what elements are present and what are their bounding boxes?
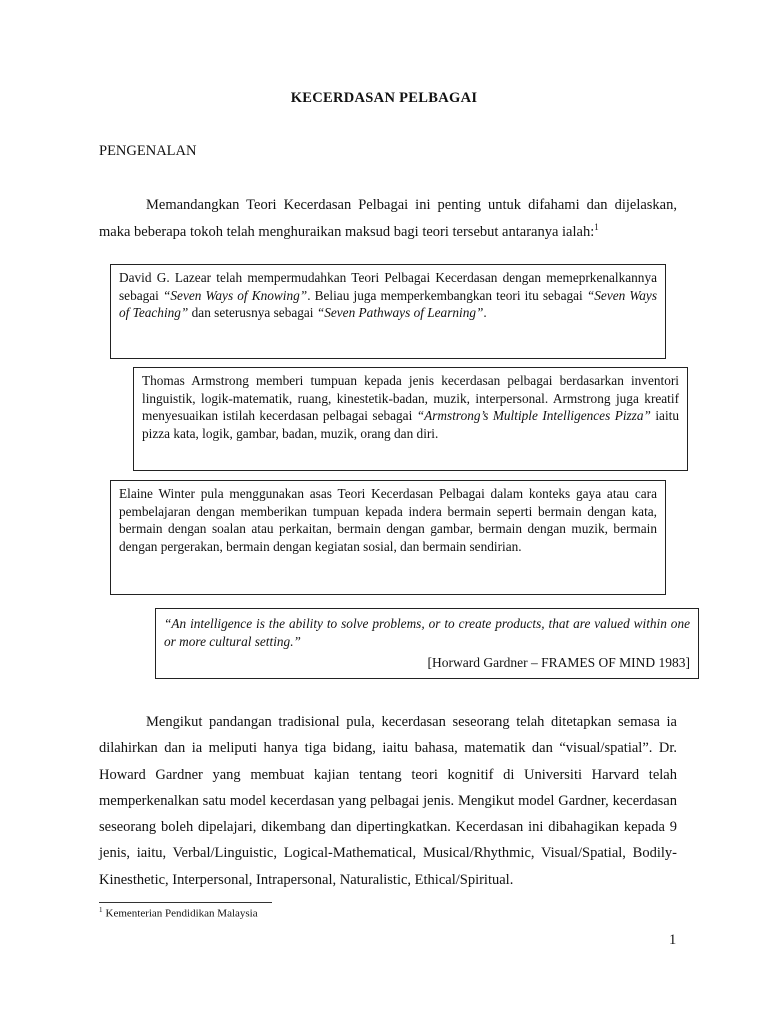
intro-text: Memandangkan Teori Kecerdasan Pelbagai ini penting untuk difahami dan dijelaskan, maka beberapa tokoh telah menghuraikan maksud bagi teori tersebut antaranya ialah:: [99, 197, 677, 240]
box-text: dan seterusnya sebagai: [188, 305, 317, 320]
footnote-divider: [99, 902, 272, 903]
footnote-text: Kementerian Pendidikan Malaysia: [105, 907, 258, 920]
box-text: iaitu pizza kata, logik, gambar, badan, muzik, orang dan diri.: [142, 408, 679, 441]
document-title: KECERDASAN PELBAGAI: [290, 90, 478, 106]
body-text: Mengikut pandangan tradisional pula, kecerdasan seseorang telah ditetapkan semasa ia dilahirkan dan ia meliputi hanya tiga bidang, iaitu bahasa, matematik dan “visual/spatial”. Dr. Howard Gardner yang membuat kajian tentang teori kognitif di Universiti Harvard telah memperkenalkan satu model kecerdasan yang pelbagai jenis. Mengikut model Gardner, kecerdasan seseorang boleh dipelajari, dikembang dan dipertingkatkan. Kecerdasan ini dibahagikan kepada 9 jenis, iaitu, Verbal/Linguistic, Logical-Mathematical, Musical/Rhythmic, Visual/Spatial, Bodily-Kinesthetic, Interpersonal, Intrapersonal, Naturalistic, Ethical/Spiritual.: [99, 714, 677, 888]
section-heading: PENGENALAN: [99, 143, 197, 159]
gardner-quote-box: [155, 608, 699, 679]
winter-box: [110, 480, 666, 595]
body-paragraph: [99, 709, 677, 893]
footnote-marker: 1: [594, 222, 599, 233]
intro-paragraph: [99, 192, 677, 246]
footnote-number: 1: [99, 906, 103, 914]
box-text: David G. Lazear telah mempermudahkan Teori Pelbagai Kecerdasan dengan memeprkenalkannya sebagai: [119, 270, 657, 303]
box-text: Thomas Armstrong memberi tumpuan kepada jenis kecerdasan pelbagai berdasarkan inventori linguistik, logik-matematik, ruang, kinestetik-badan, muzik, interpersonal. Armstrong juga kreatif menyesuaikan istilah kecerdasan pelbagai sebagai: [142, 373, 679, 423]
box-text: . Beliau juga memperkembangkan teori itu sebagai: [307, 287, 587, 303]
quote-text: “An intelligence is the ability to solve problems, or to create products, that are valued within one or more cultural setting.”: [164, 616, 690, 649]
box-emphasis: “Seven Pathways of Learning”: [316, 305, 484, 320]
box-text: Elaine Winter pula menggunakan asas Teori Kecerdasan Pelbagai dalam konteks gaya atau cara pembelajaran dengan memberikan tumpuan kepada indera bermain seperti bermain dengan kata, bermain dengan soalan atau perkaitan, bermain dengan gambar, bermain dengan muzik, bermain dengan pergerakan, bermain dengan kegiatan sosial, dan bermain sendirian.: [119, 486, 657, 554]
box-emphasis: “Armstrong’s Multiple Intelligences Pizza”: [416, 408, 651, 423]
armstrong-box: [133, 367, 688, 471]
page-number: 1: [669, 932, 677, 948]
box-emphasis: “Seven Ways of Teaching”: [119, 287, 657, 320]
quote-citation: [Horward Gardner – FRAMES OF MIND 1983]: [427, 655, 690, 670]
lazear-box: [110, 264, 666, 359]
box-text: .: [483, 305, 487, 320]
box-emphasis: “Seven Ways of Knowing”: [163, 287, 308, 303]
footnote: [99, 906, 258, 920]
